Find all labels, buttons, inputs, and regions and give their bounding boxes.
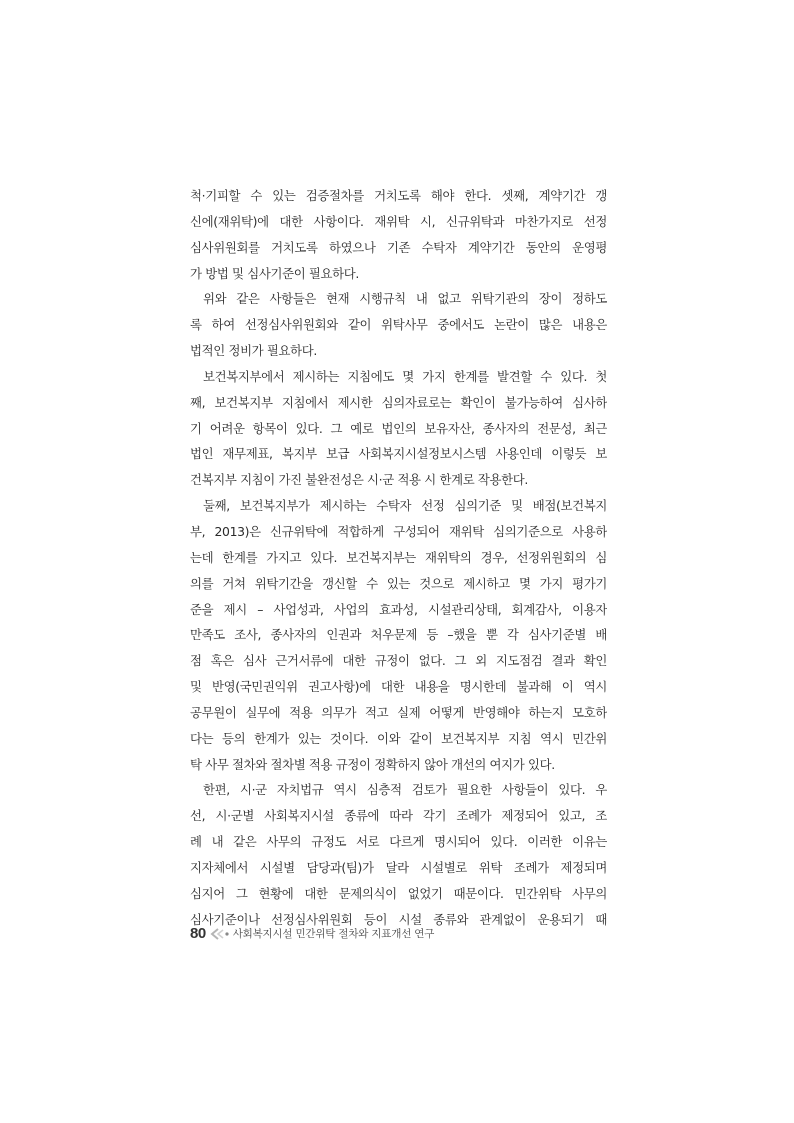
- paragraph: [190, 493, 607, 777]
- paragraph: [190, 183, 607, 286]
- text-line: 법인 재무제표, 복지부 보급 사회복지시설정보시스템 사용인데 이렇듯 보: [190, 446, 607, 462]
- text-line: 및 반영(국민권익위 권고사항)에 대한 내용을 명시한데 불과해 이 역시: [190, 679, 607, 695]
- text-line: 의를 거쳐 위탁기간을 갱신할 수 있는 것으로 제시하고 몇 가지 평가기: [190, 575, 607, 591]
- text-line: 기 어려운 항목이 있다. 그 예로 법인의 보유자산, 종사자의 전문성, 최근: [190, 420, 607, 436]
- paragraph: [190, 777, 607, 932]
- paragraph: [190, 286, 607, 364]
- text-line: 탁 사무 절차와 절차별 적용 규정이 정확하지 않아 개선의 여지가 있다.: [190, 756, 555, 772]
- text-line: 심지어 그 현황에 대한 문제의식이 없었기 때문이다. 민간위탁 사무의: [190, 885, 607, 901]
- text-line: 점 혹은 심사 근거서류에 대한 규정이 없다. 그 외 지도점검 결과 확인: [190, 653, 607, 669]
- text-line: 공무원이 실무에 적용 의무가 적고 실제 어떻게 반영해야 하는지 모호하: [190, 704, 607, 720]
- text-line: 다는 등의 한계가 있는 것이다. 이와 같이 보건복지부 지침 역시 민간위: [190, 730, 607, 746]
- text-line: 심사위원회를 거치도록 하였으나 기존 수탁자 계약기간 동안의 운영평: [190, 239, 607, 255]
- text-line: 건복지부 지침이 가진 불완전성은 시·군 적용 시 한계로 작용한다.: [190, 472, 528, 488]
- page-footer: [190, 921, 434, 945]
- text-line: 위와 같은 사항들은 현재 시행규칙 내 없고 위탁기관의 장이 정하도: [203, 291, 607, 307]
- running-title: 사회복지시설 민간위탁 절차와 지표개선 연구: [232, 927, 435, 940]
- text-line: 둘째, 보건복지부가 제시하는 수탁자 선정 심의기준 및 배점(보건복지: [203, 498, 607, 514]
- text-line: 심사기준이나 선정심사위원회 등이 시설 종류와 관계없이 운용되기 때: [190, 911, 607, 927]
- text-line: 째, 보건복지부 지침에서 제시한 심의자료로는 확인이 불가능하여 심사하: [190, 394, 607, 410]
- text-line: 례 내 같은 사무의 규정도 서로 다르게 명시되어 있다. 이러한 이유는: [190, 834, 607, 850]
- text-line: 지자체에서 시설별 담당과(팀)가 달라 시설별로 위탁 조례가 제정되며: [190, 859, 607, 875]
- paragraph: [190, 364, 607, 493]
- text-line: 보건복지부에서 제시하는 지침에도 몇 가지 한계를 발견할 수 있다. 첫: [203, 368, 607, 384]
- text-line: 척·기피할 수 있는 검증절차를 거치도록 해야 한다. 셋째, 계약기간 갱: [190, 188, 607, 203]
- body-text: [190, 183, 607, 932]
- text-line: 만족도 조사, 종사자의 인권과 처우문제 등 –했을 뿐 각 심사기준별 배: [190, 627, 607, 643]
- text-line: 법적인 정비가 필요하다.: [190, 343, 317, 359]
- text-line: 가 방법 및 심사기준이 필요하다.: [190, 265, 359, 281]
- chevron-left-icon: [209, 926, 231, 940]
- page-number: 80: [190, 924, 206, 942]
- text-line: 는데 한계를 가지고 있다. 보건복지부는 재위탁의 경우, 선정위원회의 심: [190, 549, 607, 565]
- text-line: 한편, 시·군 자치법규 역시 심층적 검토가 필요한 사항들이 있다. 우: [203, 782, 607, 798]
- text-line: 신에(재위탁)에 대한 사항이다. 재위탁 시, 신규위탁과 마찬가지로 선정: [190, 213, 607, 229]
- text-line: 부, 2013)은 신규위탁에 적합하게 구성되어 재위탁 심의기준으로 사용하: [190, 523, 607, 539]
- text-line: 준을 제시 – 사업성과, 사업의 효과성, 시설관리상태, 회계감사, 이용자: [190, 601, 607, 617]
- text-line: 록 하여 선정심사위원회와 같이 위탁사무 중에서도 논란이 많은 내용은: [190, 317, 607, 333]
- text-line: 선, 시·군별 사회복지시설 종류에 따라 각기 조례가 제정되어 있고, 조: [190, 808, 607, 824]
